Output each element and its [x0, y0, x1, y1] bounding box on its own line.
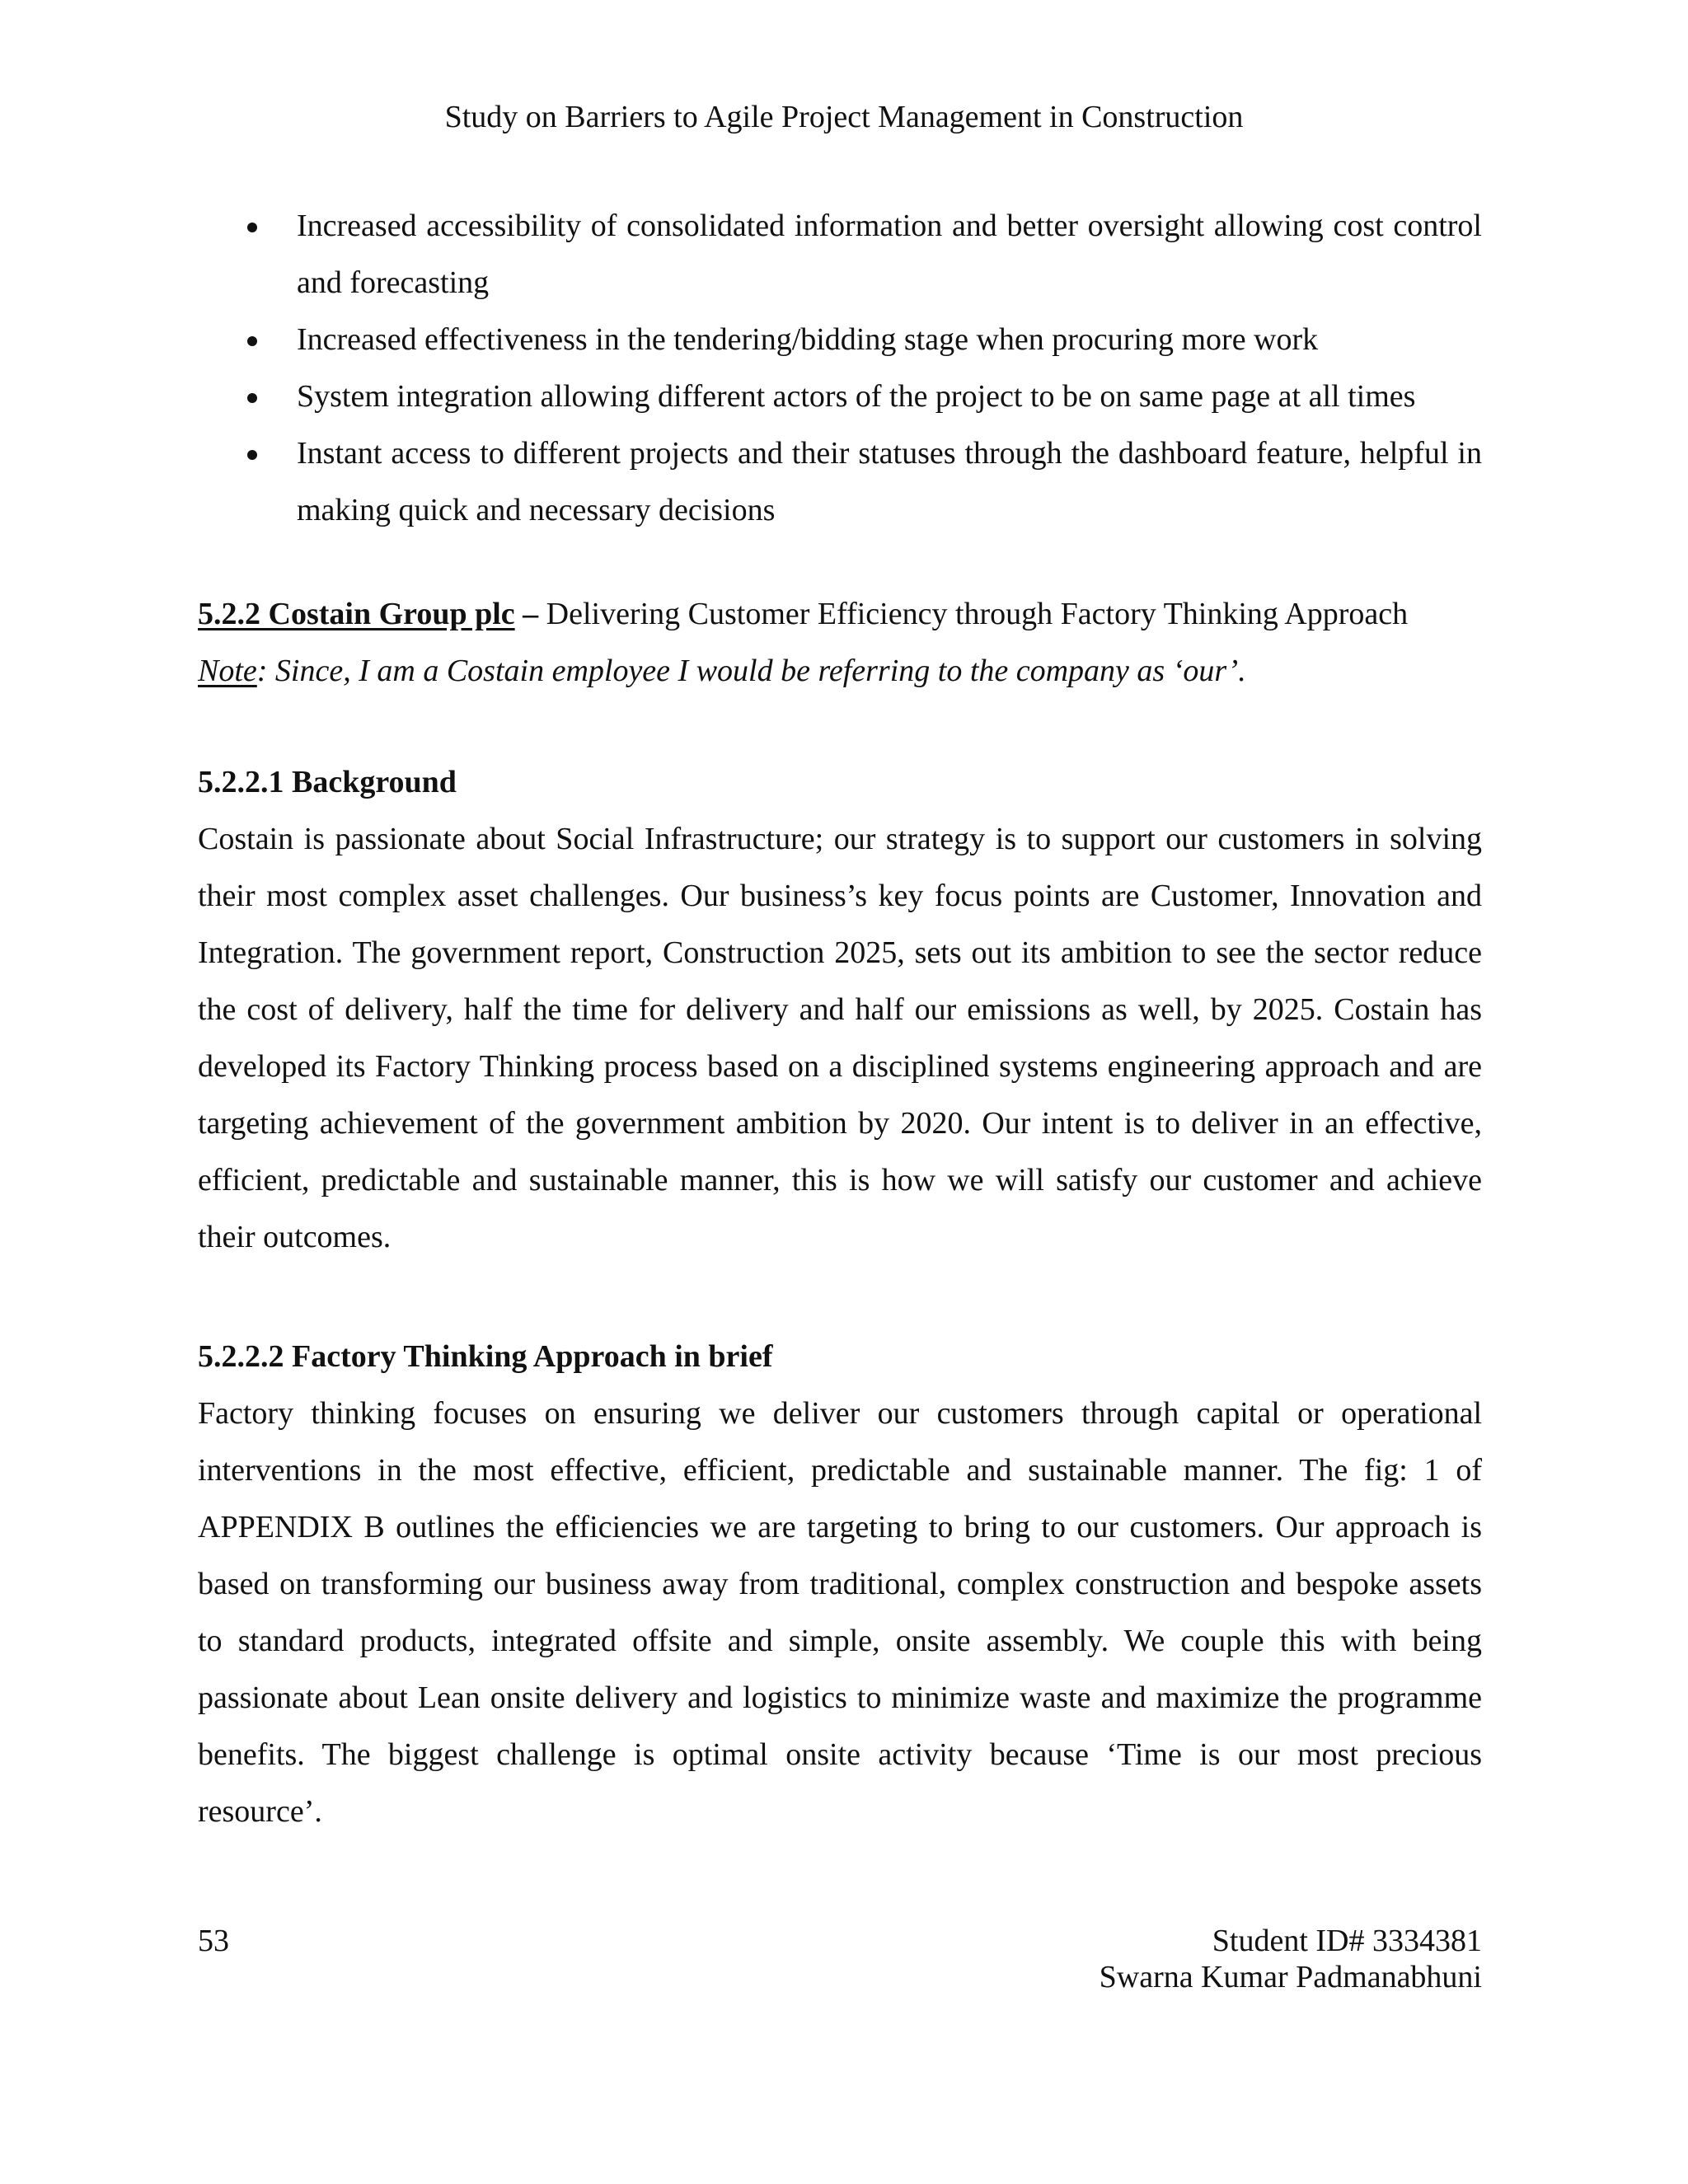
- list-item: [198, 425, 1482, 539]
- student-id: Student ID# 3334381: [1212, 1924, 1482, 1958]
- bullet-icon: [247, 336, 257, 346]
- author-name: Swarna Kumar Padmanabhuni: [1099, 1960, 1482, 1994]
- page-number: 53: [198, 1924, 229, 1958]
- list-item: [198, 312, 1482, 368]
- section-subtitle: Delivering Customer Efficiency through Factory Thinking Approach: [546, 597, 1409, 631]
- background-heading: 5.2.2.1 Background: [198, 765, 457, 799]
- bullet-icon: [247, 223, 257, 232]
- bullet-text: Increased accessibility of consolidated information and better oversight allowing cost control and forecasting: [297, 209, 1482, 300]
- bullet-icon: [247, 450, 257, 460]
- running-header: Study on Barriers to Agile Project Management in Construction: [444, 100, 1244, 134]
- benefits-bullet-list: [198, 198, 1482, 539]
- background-paragraph: Costain is passionate about Social Infrastructure; our strategy is to support our customers in solving their most complex asset challenges. Our business’s key focus points are Customer, Innovation and Integration. The government report, Construction 2025, sets out its ambition to see the sector reduce the cost of delivery, half the time for delivery and half our emissions as well, by 2025. Costain has developed its Factory Thinking process based on a disciplined systems engineering approach and are targeting achievement of the government ambition by 2020. Our intent is to deliver in an effective, efficient, predictable and sustainable manner, this is how we will satisfy our customer and achieve their outcomes.: [198, 822, 1482, 1254]
- bullet-text: Increased effectiveness in the tendering/bidding stage when procuring more work: [297, 322, 1319, 357]
- bullet-text: System integration allowing different actors of the project to be on same page at all times: [297, 379, 1416, 414]
- section-number-name: 5.2.2 Costain Group plc: [198, 597, 515, 631]
- list-item: [198, 198, 1482, 312]
- note: [198, 643, 1482, 700]
- page-body: [198, 198, 1482, 1840]
- list-item: [198, 368, 1482, 425]
- factory-thinking-heading: 5.2.2.2 Factory Thinking Approach in brief: [198, 1339, 773, 1374]
- bullet-text: Instant access to different projects and their statuses through the dashboard feature, helpful in making quick and necessary decisions: [297, 436, 1482, 527]
- section-dash: –: [514, 597, 546, 631]
- bullet-icon: [247, 393, 257, 403]
- note-label: Note: [198, 654, 257, 688]
- factory-thinking-paragraph: Factory thinking focuses on ensuring we deliver our customers through capital or operational interventions in the most effective, efficient, predictable and sustainable manner. The fig: 1 of APPENDIX B outlines the efficiencies we are targeting to bring to our customers. Our approach is based on transforming our business away from traditional, complex construction and bespoke assets to standard products, integrated offsite and simple, onsite assembly. We couple this with being passionate about Lean onsite delivery and logistics to minimize waste and maximize the programme benefits. The biggest challenge is optimal onsite activity because ‘Time is our most precious resource’.: [198, 1396, 1482, 1829]
- section-title: [198, 586, 1482, 643]
- note-text: : Since, I am a Costain employee I would be referring to the company as ‘our’.: [256, 654, 1246, 688]
- footer-author-block: [1100, 1923, 1482, 1995]
